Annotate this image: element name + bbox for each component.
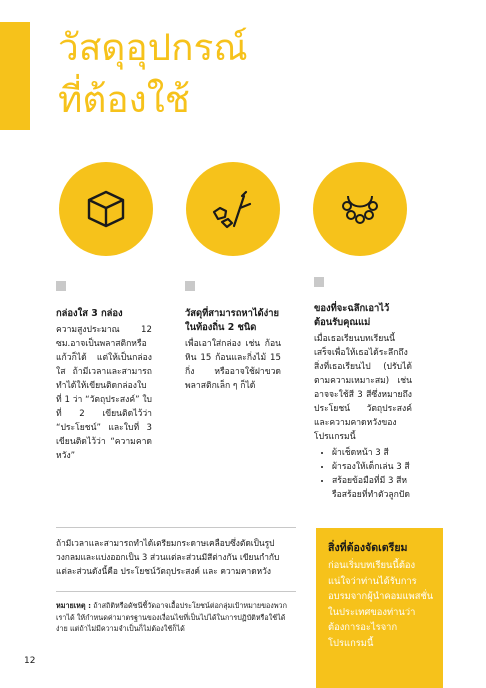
remark (56, 600, 292, 635)
item-3-heading: ของที่จะฉลึกเอาไว้ต้อนรับคุณแม่ (314, 303, 390, 328)
item-2-circle (186, 162, 280, 256)
accent-bar (0, 22, 30, 130)
prep-box (316, 528, 443, 688)
item-3-column (314, 302, 412, 502)
divider-top (56, 527, 296, 528)
item-1-body: ความสูงประมาณ 12 ซม.อาจเป็นพลาสติกหรือแก้วก็ได้ แต่ให้เป็นกล่องใส ถ้ามีเวลาและสามารถทำได้ให้เขียนติดกล่องใบที่ 1 ว่า “วัตถุประสงค์” ใบที่ 2 เขียนติดไว้ว่า “ประโยชน์” และใบที่ 3 เขียนติดไว้ว่า “ความคาดหวัง” (56, 325, 152, 461)
remark-label: หมายเหตุ : (56, 601, 91, 610)
title-line-1: วัสดุอุปกรณ์ (58, 26, 248, 69)
note-text: ถ้ามีเวลาและสามารถทำได้เตรียมกระดาษเคลือบซึ่งตัดเป็นรูปวงกลมและแบ่งออกเป็น 3 ส่วนแต่ละส่วนมีสีต่างกัน เขียนกำกับแต่ละส่วนดังนี้คือ ประโยชน์วัตถุประสงค์ และ ความคาดหวัง (56, 538, 280, 576)
item-3-circle (313, 162, 407, 256)
necklace-icon (337, 186, 383, 232)
divider-bottom (56, 591, 296, 592)
item-1-column (56, 307, 152, 463)
item-2-body: เพื่อเอาใส่กล่อง เช่น ก้อนหิน 15 ก้อนและกิ่งไม้ 15 กิ่ง หรืออาจใช้ฝาขวดพลาสติกเล็ก ๆ ก็ได้ (185, 339, 281, 391)
item-2-bullet (185, 281, 195, 291)
item-1-circle (59, 162, 153, 256)
list-item: • ผ้าเช็ดหน้า 3 สี (332, 446, 412, 460)
title-line-2: ที่ต้องใช้ (58, 78, 190, 121)
box-icon (83, 186, 129, 232)
item-1-bullet (56, 281, 66, 291)
list-item: • สร้อยข้อมือที่มี 3 สีหรือสร้อยที่ทำตัวลูกปัด (332, 474, 412, 502)
item-2-column (185, 307, 281, 393)
prep-box-heading: สิ่งที่ต้องจัดเตรียม (328, 542, 408, 554)
item-2-heading: วัสดุที่สามารถหาได้ง่ายในท้องถิ่น 2 ชนิด (185, 308, 279, 333)
page-number: 12 (24, 656, 36, 666)
item-3-list (314, 446, 412, 502)
page-title (58, 22, 248, 126)
remark-text: ถ้าสถิติหรือดัชนีชี้วัดอาจเอื้อประโยชน์ต่อกลุ่มเป้าหมายของพวกเราได้ ให้กำหนดค่ามาตรฐานของเงื่อนไขที่เป็นไปได้ในการปฏิบัติหรือใช้ได้ง่าย แต่ถ้าไม่มีความจำเป็นก็ไม่ต้องใช้ก็ได้ (56, 601, 287, 633)
item-3-bullet (314, 277, 324, 287)
prep-box-body: ก่อนเริ่มบทเรียนนี้ต้องแน่ใจว่าท่านได้รับการอบรมจากผู้นำคอมแพสชั่นในประเทศของท่านว่าต้องการอะไรจากโปรแกรมนี้ (328, 560, 434, 649)
stones-stick-icon (208, 186, 258, 232)
item-3-body: เมื่อเธอเรียนบทเรียนนี้เสร็จเพื่อให้เธอได้ระลึกถึงสิ่งที่เธอเรียนไป (ปรับได้ตามความเหมาะสม) เช่น อาจจะใช้สี 3 สีซึ่งหมายถึงประโยชน์ วัตถุประสงค์และความคาดหวังของโปรแกรมนี้ (314, 334, 412, 442)
item-1-heading: กล่องใส 3 กล่อง (56, 308, 123, 319)
list-item: • ผ้ารองให้เด็กเล่น 3 สี (332, 460, 412, 474)
